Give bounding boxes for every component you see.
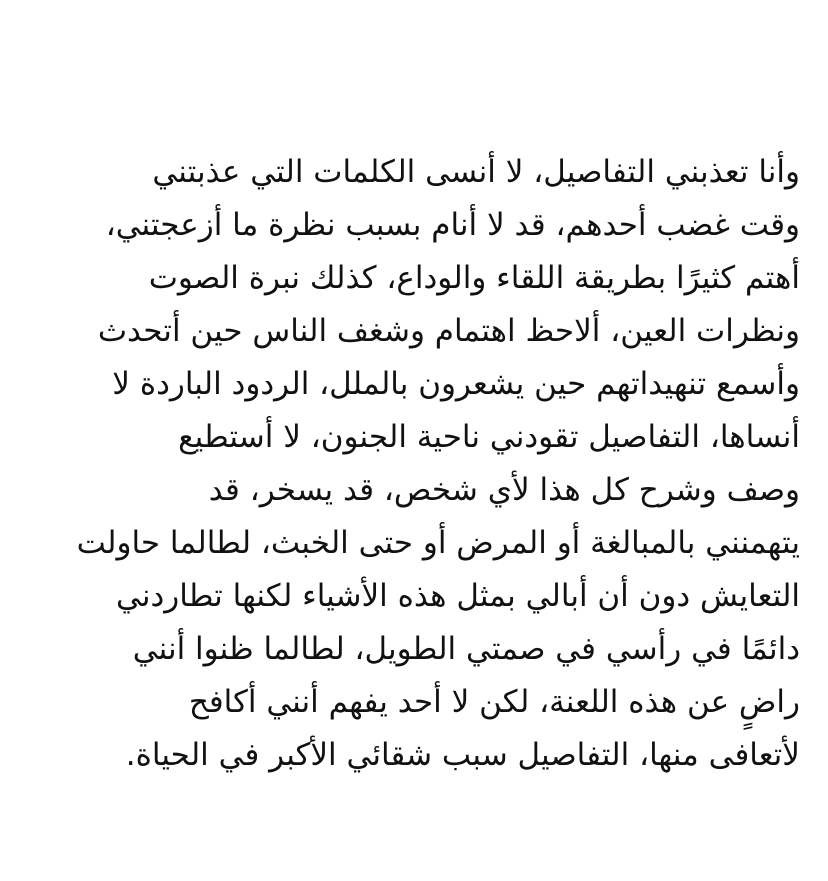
paragraph-line: يتهمنني بالمبالغة أو المرض أو حتى الخبث، لطالما حاولت	[76, 525, 800, 561]
arabic-paragraph	[40, 146, 800, 782]
paragraph-line: أهتم كثيرًا بطريقة اللقاء والوداع، كذلك نبرة الصوت	[148, 260, 800, 296]
paragraph-line: راضٍ عن هذه اللعنة، لكن لا أحد يفهم أنني أكافح	[188, 684, 800, 720]
paragraph-line: التعايش دون أن أبالي بمثل هذه الأشياء لكنها تطاردني	[116, 578, 800, 614]
paragraph-line: وصف وشرح كل هذا لأي شخص، قد يسخر، قد	[208, 472, 800, 508]
paragraph-line: أنساها، التفاصيل تقودني ناحية الجنون، لا أستطيع	[178, 419, 800, 455]
paragraph-line: ونظرات العين، ألاحظ اهتمام وشغف الناس حين أتحدث	[97, 313, 800, 349]
paragraph-line: وقت غضب أحدهم، قد لا أنام بسبب نظرة ما أزعجتني،	[105, 207, 800, 243]
paragraph-line: لأتعافى منها، التفاصيل سبب شقائي الأكبر في الحياة.	[125, 737, 800, 773]
paragraph-line: دائمًا في رأسي في صمتي الطويل، لطالما ظنوا أنني	[132, 631, 800, 667]
paragraph-line: وأسمع تنهيداتهم حين يشعرون بالملل، الردود الباردة لا	[112, 366, 800, 402]
paragraph-line: وأنا تعذبني التفاصيل، لا أنسى الكلمات التي عذبتني	[152, 154, 800, 190]
